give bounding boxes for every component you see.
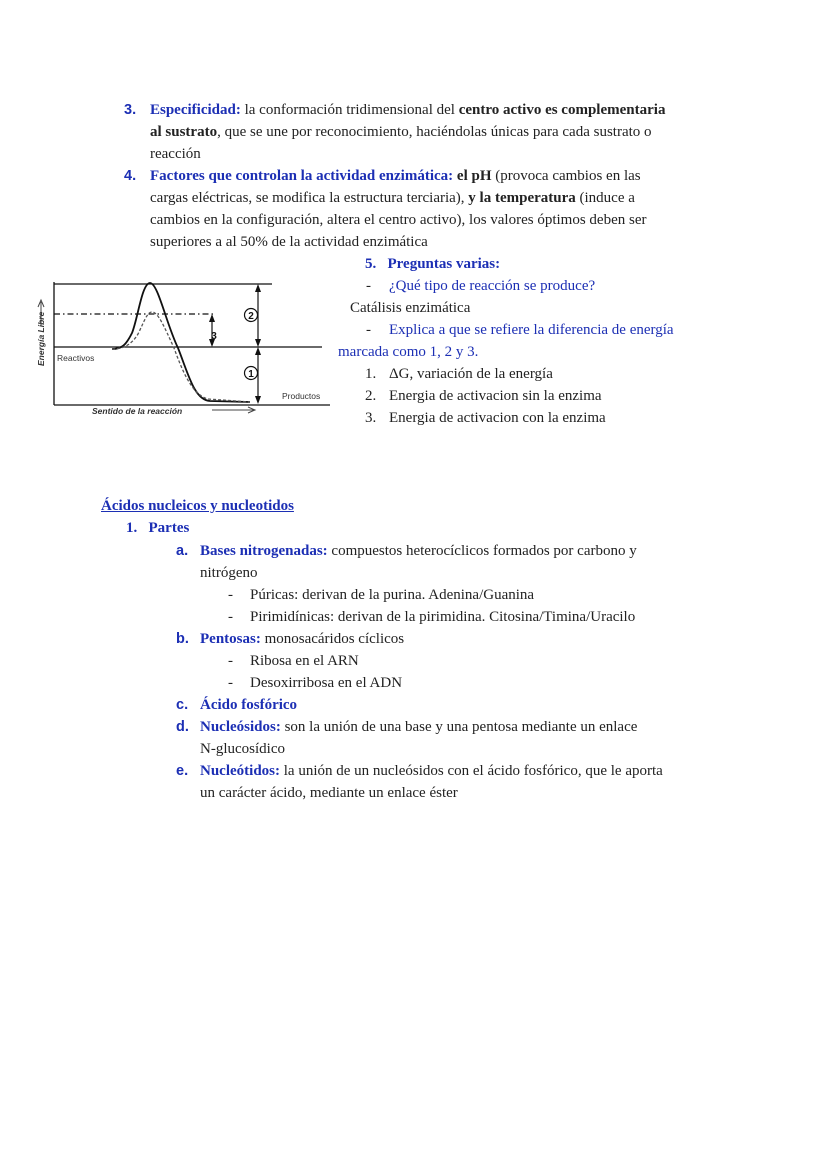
term-acido-fosforico: Ácido fosfórico	[200, 697, 298, 713]
arrow-3-head-top	[209, 314, 215, 322]
answer-1: Catálisis enzimática	[350, 300, 471, 316]
term-pentosas: Pentosas:	[200, 631, 261, 647]
letter-e: e.	[176, 763, 189, 779]
energy-diagram	[32, 278, 332, 418]
bullet-dash: -	[366, 322, 371, 338]
answer-number-3: 3.	[365, 410, 377, 426]
part-title: Partes	[148, 520, 190, 536]
item-d-line1	[200, 716, 637, 738]
bullet-dash: -	[228, 675, 233, 691]
item-b-sub-2: Desoxirribosa en el ADN	[250, 675, 403, 691]
arrow-1-head-bottom	[255, 396, 261, 404]
term-nucleosidos: Nucleósidos:	[200, 719, 281, 735]
marker-2: 2	[248, 311, 254, 322]
item-a-line2: nitrógeno	[200, 565, 258, 581]
item-number-5: 5.	[365, 256, 377, 272]
item-e-line1	[200, 760, 663, 782]
term-nucleotidos: Nucleótidos:	[200, 763, 280, 779]
letter-a: a.	[176, 543, 189, 559]
y-axis-label: Energía Libre	[36, 311, 46, 366]
answer-item-2: Energia de activacion sin la enzima	[389, 388, 602, 404]
item-number-4: 4.	[124, 168, 137, 184]
section5-title: Preguntas varias:	[387, 256, 501, 272]
bold-text: centro activo es complementaria	[458, 102, 666, 118]
text: la unión de un nucleósidos con el ácido fosfórico, que le aporta	[280, 763, 663, 779]
answer-number-1: 1.	[365, 366, 377, 382]
bold-text: al sustrato	[150, 124, 218, 140]
answer-item-1: ΔG, variación de la energía	[389, 366, 553, 382]
text: monosacáridos cíclicos	[260, 631, 405, 647]
bullet-dash: -	[228, 609, 233, 625]
section3-line3: reacción	[150, 146, 201, 162]
arrow-2-head-top	[255, 284, 261, 292]
part-row	[126, 517, 189, 539]
answer-number-2: 2.	[365, 388, 377, 404]
part-number: 1.	[126, 520, 138, 536]
bullet-dash: -	[228, 653, 233, 669]
item-c-line1	[200, 694, 297, 716]
item-e-line2: un carácter ácido, mediante un enlace éster	[200, 785, 458, 801]
term-especificidad: Especificidad:	[150, 102, 241, 118]
item-a-line1	[200, 540, 637, 562]
letter-d: d.	[176, 719, 189, 735]
letter-b: b.	[176, 631, 189, 647]
marker-3: 3	[211, 331, 217, 342]
bold-text: el pH	[453, 168, 492, 184]
text: (induce a	[575, 190, 635, 206]
bullet-dash: -	[366, 278, 371, 294]
text: (provoca cambios en las	[491, 168, 641, 184]
marker-1: 1	[248, 369, 254, 380]
section4-line2	[150, 187, 635, 209]
term-factores: Factores que controlan la actividad enzimática:	[150, 168, 454, 184]
section-heading-nucleic: Ácidos nucleicos y nucleotidos	[101, 498, 294, 514]
item-a-sub-2: Pirimidínicas: derivan de la pirimidina. Citosina/Timina/Uracilo	[250, 609, 636, 625]
text: cargas eléctricas, se modifica la estructura terciaria),	[150, 190, 469, 206]
text: la conformación tridimensional del	[240, 102, 459, 118]
section4-line1	[150, 165, 641, 187]
uncatalyzed-curve	[112, 283, 250, 402]
arrow-2-head-bottom	[255, 339, 261, 347]
question-2-line2: marcada como 1, 2 y 3.	[338, 344, 479, 360]
question-2-line1: Explica a que se refiere la diferencia de energía	[389, 322, 674, 338]
answer-item-3: Energia de activacion con la enzima	[389, 410, 606, 426]
item-a-sub-1: Púricas: derivan de la purina. Adenina/Guanina	[250, 587, 535, 603]
products-label: Productos	[282, 391, 321, 401]
item-b-sub-1: Ribosa en el ARN	[250, 653, 359, 669]
section4-line4: superiores a al 50% de la actividad enzimática	[150, 234, 428, 250]
text: , que se une por reconocimiento, haciéndolas únicas para cada sustrato o	[217, 124, 652, 140]
text: son la unión de una base y una pentosa mediante un enlace	[280, 719, 638, 735]
term-bases: Bases nitrogenadas:	[200, 543, 328, 559]
reactants-label: Reactivos	[57, 353, 95, 363]
x-axis-label: Sentido de la reacción	[92, 406, 183, 416]
item-d-line2: N-glucosídico	[200, 741, 285, 757]
section3-line1	[150, 99, 665, 121]
item-b-line1	[200, 628, 404, 650]
section3-line2	[150, 121, 652, 143]
letter-c: c.	[176, 697, 189, 713]
section5-title-row	[365, 253, 500, 275]
item-number-3: 3.	[124, 102, 137, 118]
question-1: ¿Qué tipo de reacción se produce?	[389, 278, 596, 294]
section4-line3: cambios en la configuración, altera el centro activo), los valores óptimos deben ser	[150, 212, 647, 228]
bullet-dash: -	[228, 587, 233, 603]
text: compuestos heterocíclicos formados por carbono y	[327, 543, 637, 559]
arrow-1-head-top	[255, 347, 261, 355]
bold-text: y la temperatura	[468, 190, 576, 206]
